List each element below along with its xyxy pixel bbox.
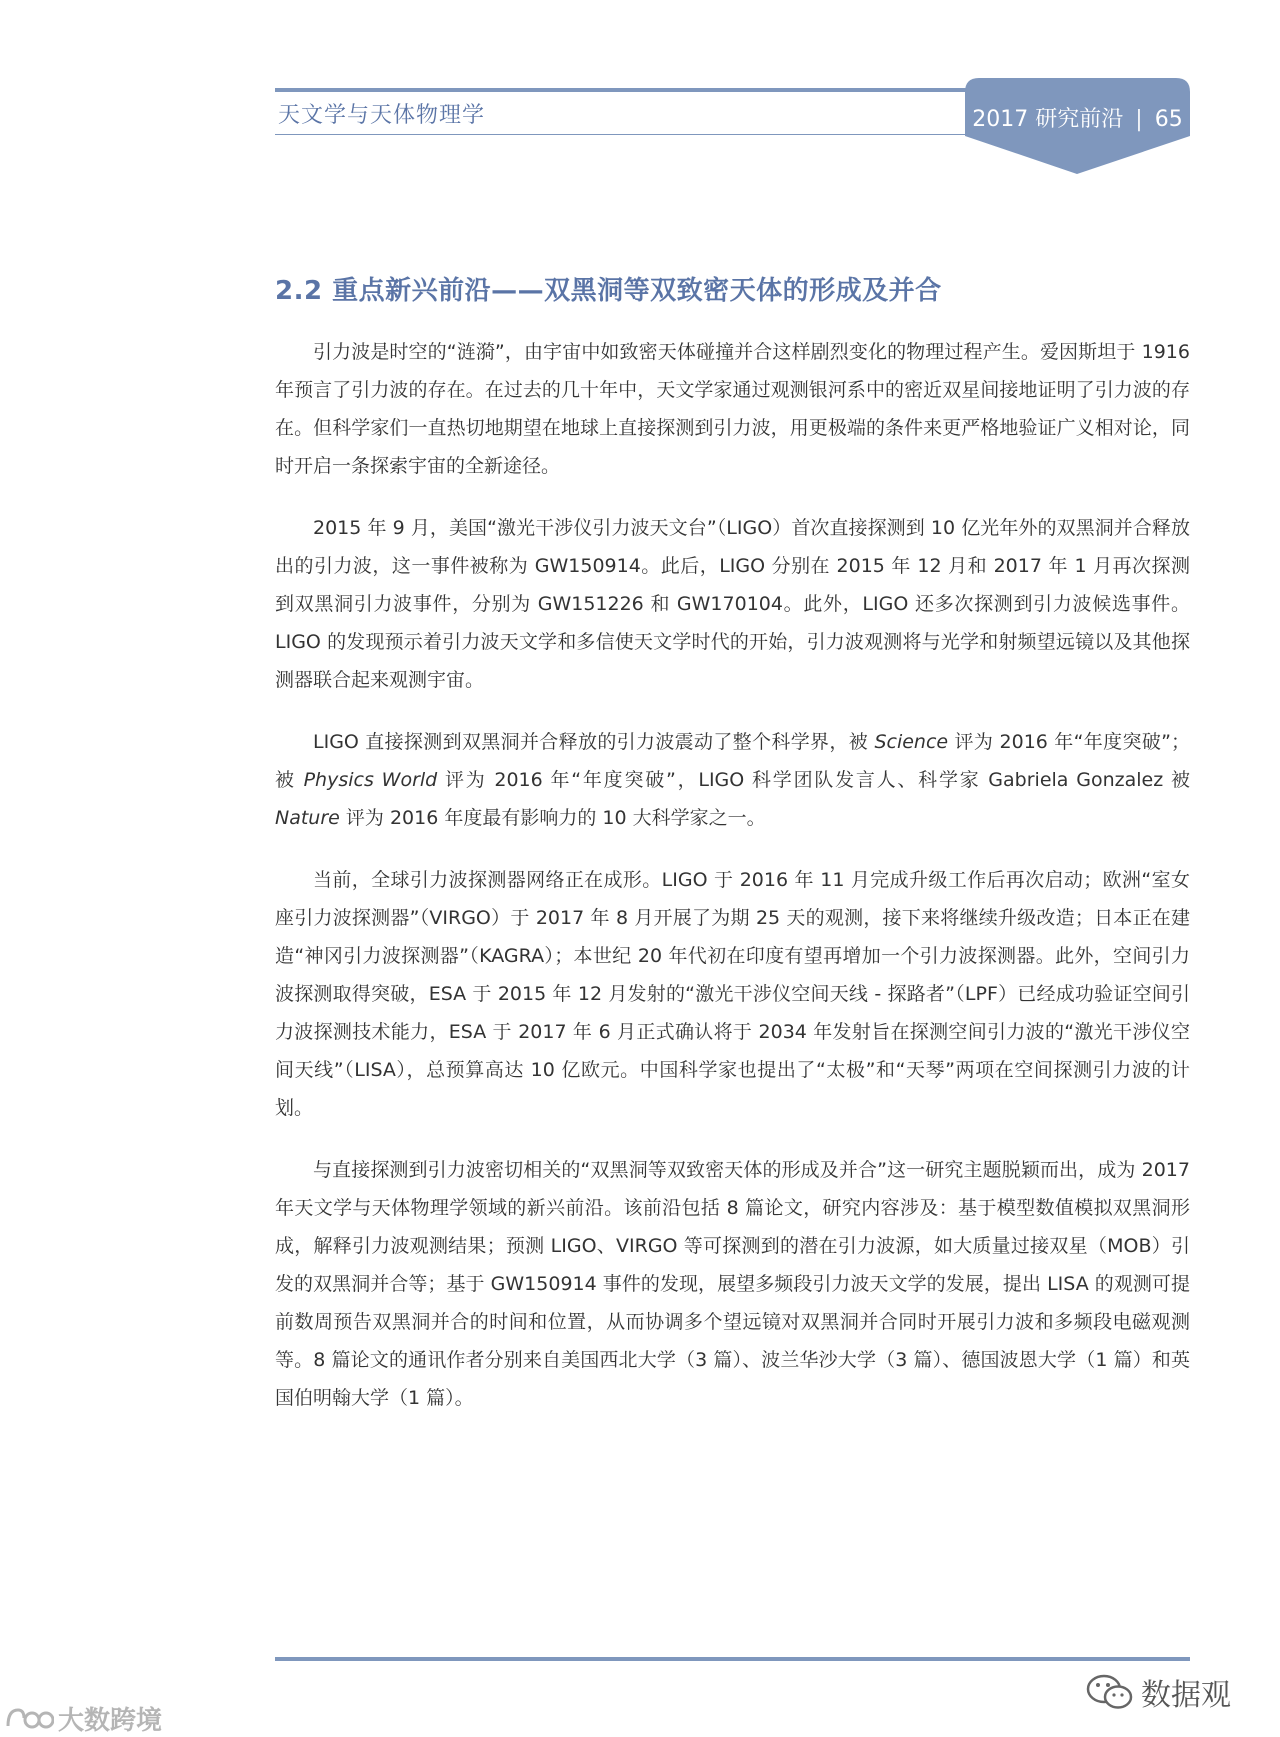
section-heading: 2.2 重点新兴前沿——双黑洞等双致密天体的形成及并合 (275, 276, 942, 306)
body-text (275, 333, 1190, 1441)
watermark-left-text: 大数跨境 (58, 1706, 163, 1736)
paragraph-1: 引力波是时空的“涟漪”，由宇宙中如致密天体碰撞并合这样剧烈变化的物理过程产生。爱因斯坦于 1916 年预言了引力波的存在。在过去的几十年中，天文学家通过观测银河系中的密近双星间接地证明了引力波的存在。但科学家们一直热切地期望在地球上直接探测到引力波，用更极端的条件来更严格地验证广义相对论，同时开启一条探索宇宙的全新途径。 (275, 341, 1190, 477)
paragraph-3-part-b: 评为 2016 年“年度突破”；被 (275, 731, 1190, 791)
paragraph-3-part-a: LIGO 直接探测到双黑洞并合释放的引力波震动了整个科学界，被 (313, 731, 875, 753)
watermark-left (4, 1700, 162, 1737)
page-number: 65 (1154, 107, 1183, 132)
wechat-icon (1085, 1672, 1135, 1712)
watermark-right-text: 数据观 (1141, 1678, 1231, 1713)
footer-rule (275, 1657, 1190, 1661)
header-rule (275, 88, 967, 92)
paragraph-4: 当前，全球引力波探测器网络正在成形。LIGO 于 2016 年 11 月完成升级工作后再次启动；欧洲“室女座引力波探测器”（VIRGO）于 2017 年 8 月开展了为期 25 天的观测，接下来将继续升级改造；日本正在建造“神冈引力波探测器”（KAGRA）；本世纪 20 年代初在印度有望再增加一个引力波探测器。此外，空间引力波探测取得突破，ESA 于 2015 年 12 月发射的“激光干涉仪空间天线 - 探路者”（LPF）已经成功验证空间引力波探测技术能力，ESA 于 2017 年 6 月正式确认将于 2034 年发射旨在探测空间引力波的“激光干涉仪空间天线”（LISA），总预算高达 10 亿欧元。中国科学家也提出了“太极”和“天琴”两项在空间探测引力波的计划。 (275, 869, 1190, 1119)
journal-nature: Nature (275, 807, 340, 829)
page-tab (965, 78, 1190, 174)
page-tab-text (965, 102, 1190, 133)
brand-logo-icon (4, 1704, 54, 1734)
paragraph-3-part-d: 评为 2016 年度最有影响力的 10 大科学家之一。 (339, 807, 766, 829)
paragraph-3-part-c: 评为 2016 年“年度突破”，LIGO 科学团队发言人、科学家 Gabriela Gonzalez 被 (437, 769, 1190, 791)
paragraph-3 (275, 723, 1190, 837)
paragraph-5: 与直接探测到引力波密切相关的“双黑洞等双致密天体的形成及并合”这一研究主题脱颖而出，成为 2017 年天文学与天体物理学领域的新兴前沿。该前沿包括 8 篇论文，研究内容涉及：基于模型数值模拟双黑洞形成，解释引力波观测结果；预测 LIGO、VIRGO 等可探测到的潜在引力波源，如大质量过接双星（MOB）引发的双黑洞并合等；基于 GW150914 事件的发现，展望多频段引力波天文学的发展，提出 LISA 的观测可提前数周预告双黑洞并合的时间和位置，从而协调多个望远镜对双黑洞并合同时开展引力波和多频段电磁观测等。8 篇论文的通讯作者分别来自美国西北大学（3 篇）、波兰华沙大学（3 篇）、德国波恩大学（1 篇）和英国伯明翰大学（1 篇）。 (275, 1159, 1190, 1409)
tab-separator: | (1135, 107, 1143, 132)
journal-physics-world: Physics World (303, 769, 438, 791)
journal-science: Science (874, 731, 949, 753)
report-title: 2017 研究前沿 (972, 107, 1124, 132)
running-header-section: 天文学与天体物理学 (278, 103, 486, 128)
watermark-right (1085, 1670, 1231, 1714)
paragraph-2: 2015 年 9 月，美国“激光干涉仪引力波天文台”（LIGO）首次直接探测到 10 亿光年外的双黑洞并合释放出的引力波，这一事件被称为 GW150914。此后，LIGO 分别在 2015 年 12 月和 2017 年 1 月再次探测到双黑洞引力波事件，分别为 GW151226 和 GW170104。此外，LIGO 还多次探测到引力波候选事件。LIGO 的发现预示着引力波天文学和多信使天文学时代的开始，引力波观测将与光学和射频望远镜以及其他探测器联合起来观测宇宙。 (275, 517, 1190, 691)
header-rule-thin (275, 134, 967, 135)
